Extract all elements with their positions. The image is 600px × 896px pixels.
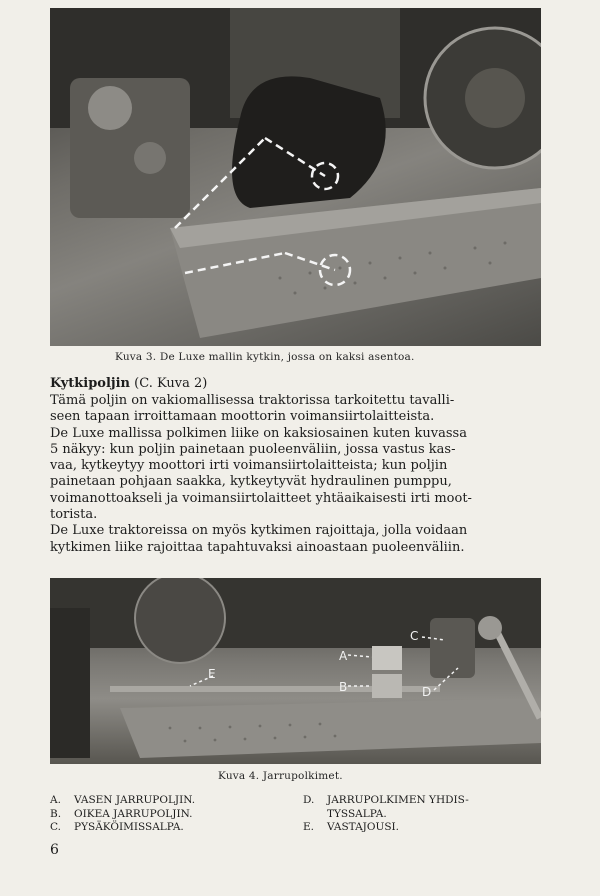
callout-a: A xyxy=(339,649,348,663)
body-line: De Luxe traktoreissa on myös kytkimen rajoittaja, jolla voidaan xyxy=(50,523,468,539)
body-line: voimanottoakseli ja voimansiirtolaitteet yhtäaikaisesti irti moot- xyxy=(50,490,472,506)
page-number: 6 xyxy=(50,842,59,858)
heading-reference: (C. Kuva 2) xyxy=(134,376,208,391)
legend-item xyxy=(303,821,469,835)
figure-3-caption: Kuva 3. De Luxe mallin kytkin, jossa on kaksi asentoa. xyxy=(115,351,415,363)
callout-e: E xyxy=(208,667,216,681)
legend-key: E. xyxy=(303,821,315,833)
callout-d: D xyxy=(422,685,432,699)
section-heading xyxy=(50,376,207,391)
body-line: De Luxe mallissa polkimen liike on kaksiosainen kuten kuvassa xyxy=(50,425,467,441)
legend-text: JARRUPOLKIMEN YHDIS- xyxy=(327,794,469,806)
brake-pedals-photo xyxy=(50,578,541,764)
legend-text: VASEN JARRUPOLJIN. xyxy=(74,794,196,806)
brake-pedals-illustration xyxy=(50,578,541,764)
legend-key: C. xyxy=(50,821,61,833)
body-line: Tämä poljin on vakiomallisessa traktorissa tarkoitettu tavalli- xyxy=(50,393,455,408)
body-line: vaa, kytkeytyy moottori irti voimansiirtolaitteista; kun poljin xyxy=(50,458,448,474)
legend-item xyxy=(50,794,195,808)
legend-right-column xyxy=(303,794,469,835)
legend-text: TYSSALPA. xyxy=(327,807,387,820)
section-body xyxy=(50,393,546,556)
legend-item xyxy=(303,808,469,822)
clutch-pedal-photo xyxy=(50,8,541,346)
body-line: painetaan pohjaan saakka, kytkeytyvät hydraulinen pumppu, xyxy=(50,474,452,490)
legend-key: A. xyxy=(50,794,61,806)
legend-text: VASTAJOUSI. xyxy=(327,821,400,833)
legend-key: D. xyxy=(303,794,315,806)
clutch-pedal-illustration xyxy=(50,8,541,346)
body-line: 5 näkyy: kun poljin painetaan puoleenväliin, jossa vastus kas- xyxy=(50,441,456,457)
heading-title: Kytkipoljin xyxy=(50,376,131,391)
legend-left-column xyxy=(50,794,195,835)
body-line: torista. xyxy=(50,507,98,523)
callout-b: B xyxy=(339,680,348,694)
body-line: kytkimen liike rajoittaa tapahtuvaksi ainoastaan puoleenväliin. xyxy=(50,539,465,555)
callout-c: C xyxy=(410,629,419,643)
legend-item xyxy=(303,794,469,808)
legend-text: PYSÄKÖIMISSALPA. xyxy=(74,821,184,833)
legend-text: OIKEA JARRUPOLJIN. xyxy=(74,807,193,820)
legend-item xyxy=(50,821,195,835)
legend-key: B. xyxy=(50,807,62,820)
legend-item xyxy=(50,808,195,822)
figure-4-caption: Kuva 4. Jarrupolkimet. xyxy=(218,770,343,782)
body-line: seen tapaan irroittamaan moottorin voimansiirtolaitteista. xyxy=(50,409,435,425)
